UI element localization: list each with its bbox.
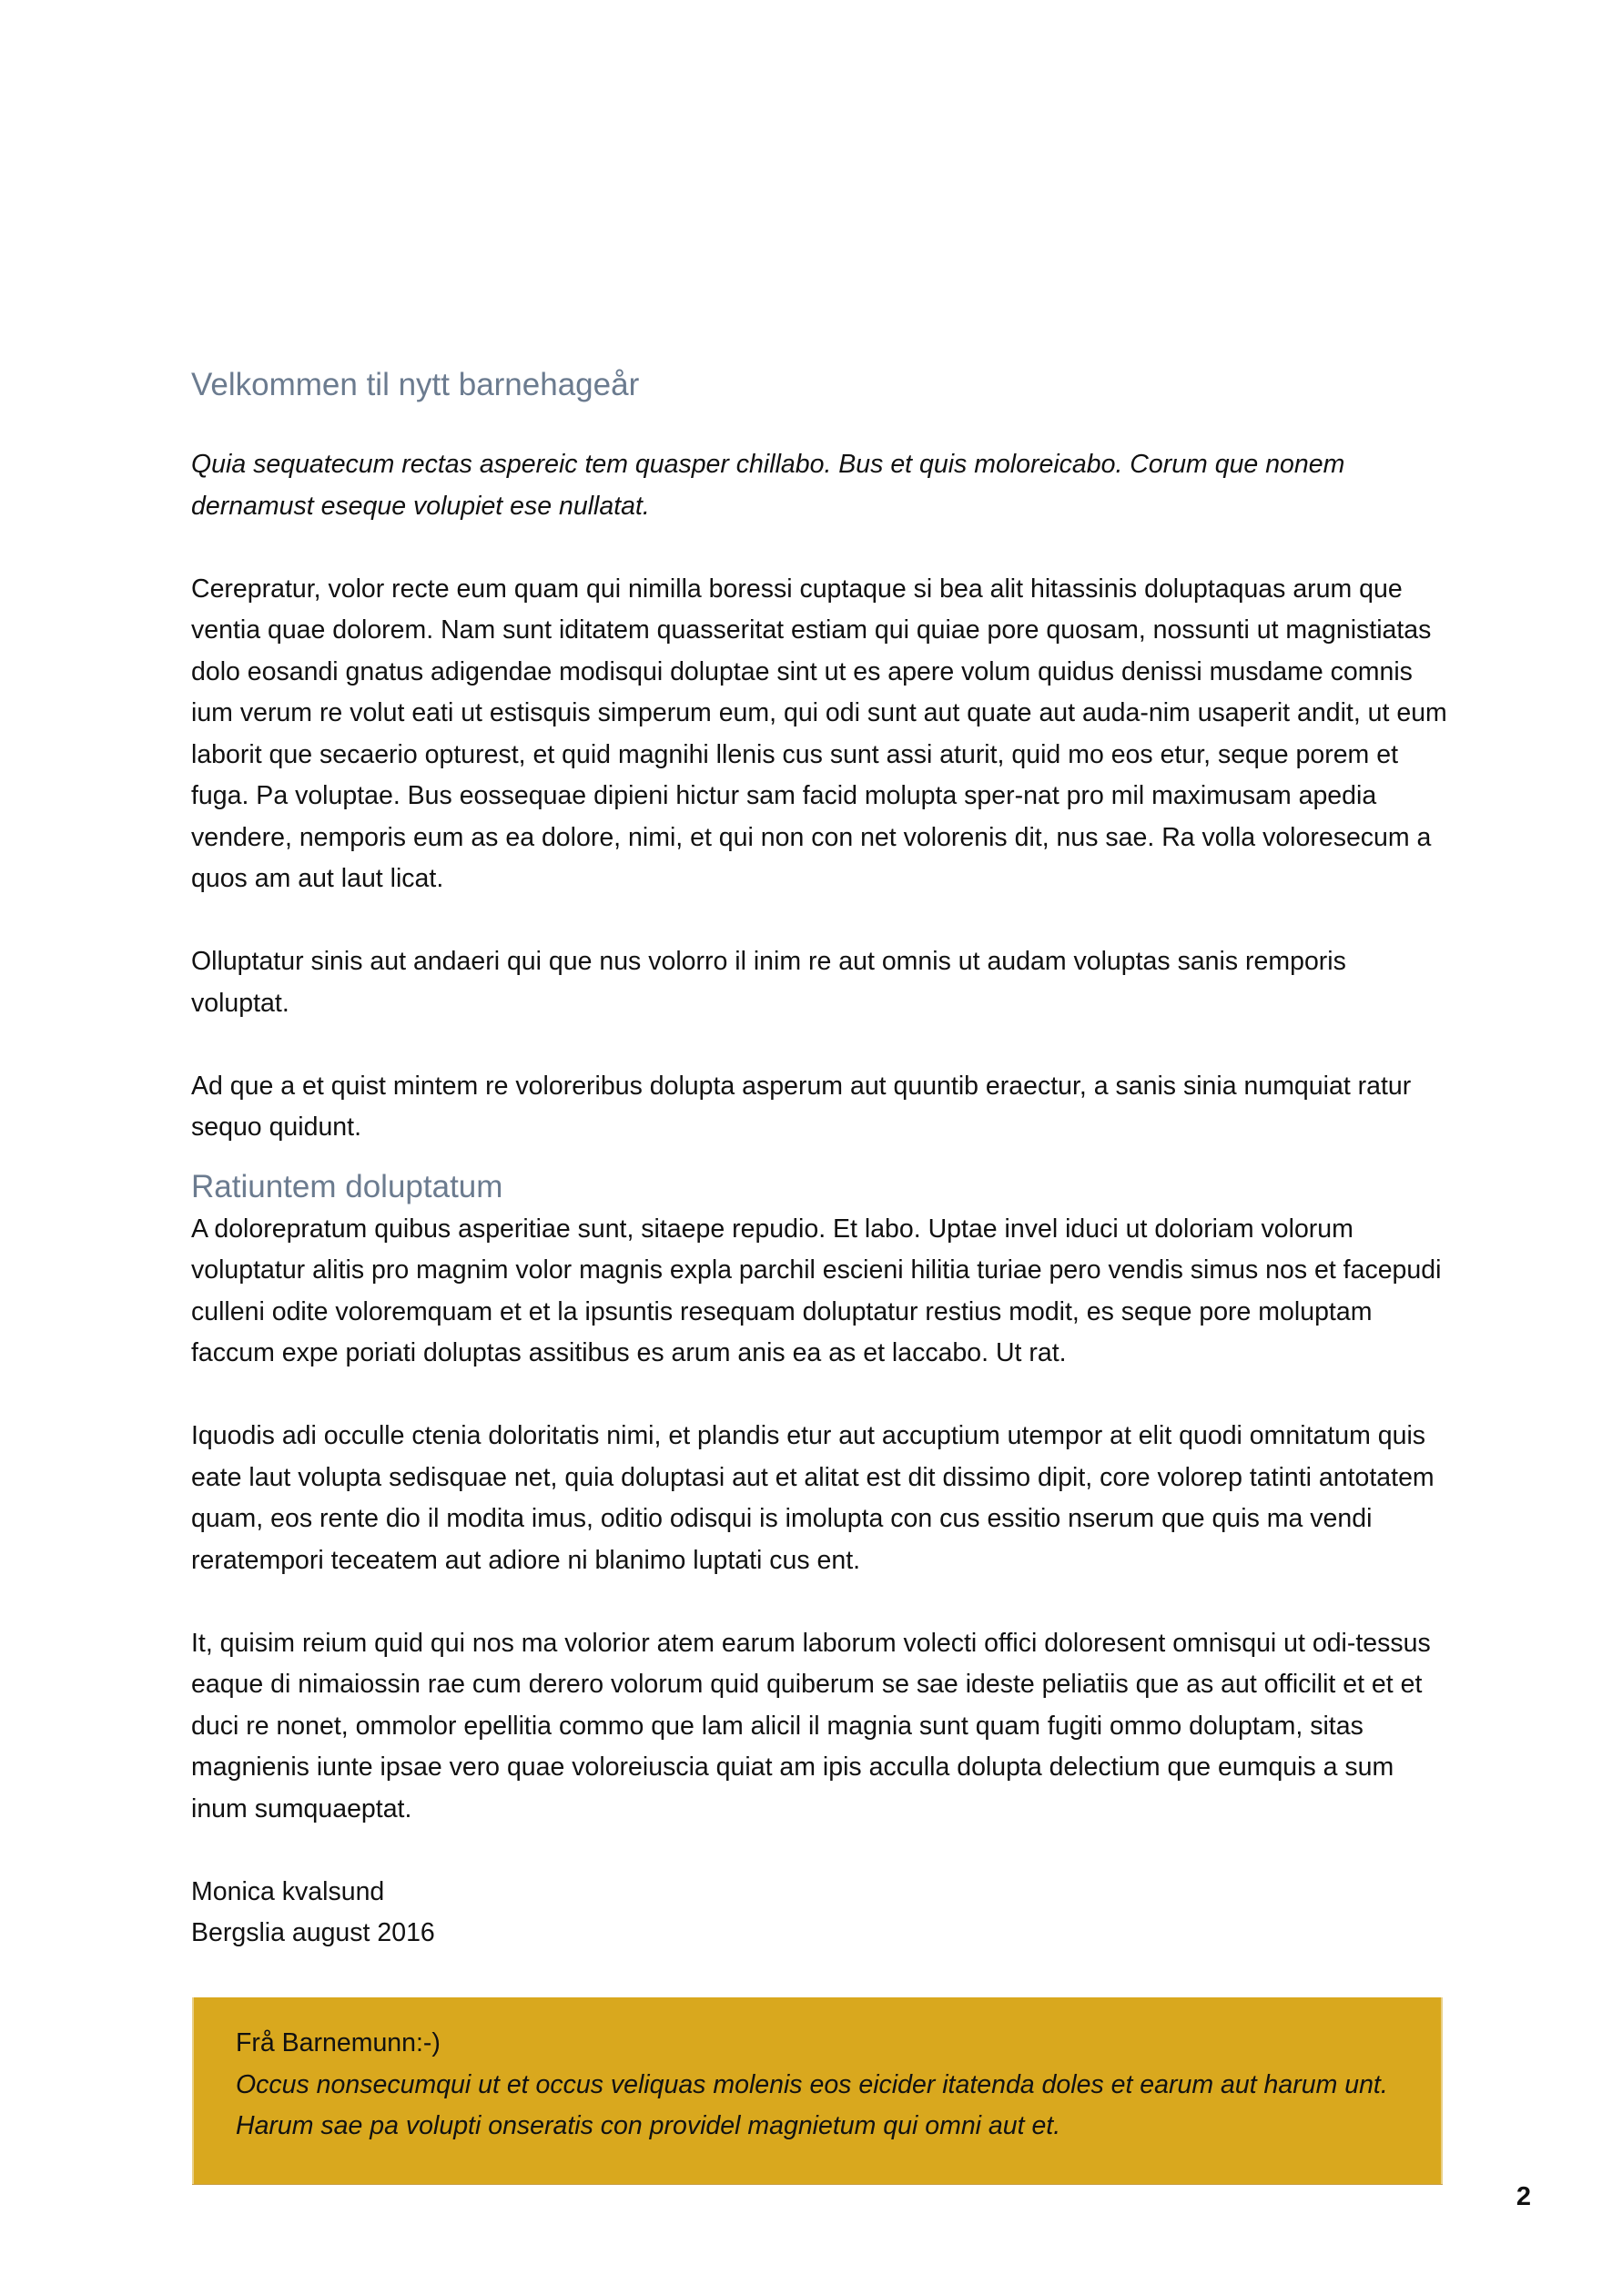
signature-name: Monica kvalsund — [191, 1876, 385, 1906]
page-number: 2 — [1516, 2182, 1531, 2211]
callout-quote: Occus nonsecumqui ut et occus veliquas molenis eos eicider itatenda doles et earum aut harum unt. Harum sae pa volupti onseratis con providel magnietum qui omni aut et. — [236, 2069, 1388, 2140]
article — [191, 362, 1447, 1955]
callout-label: Frå Barnemunn:-) — [236, 2028, 441, 2057]
barnemunn-callout — [192, 1997, 1443, 2184]
body-paragraph: Olluptatur sinis aut andaeri qui que nus volorro il inim re aut omnis ut audam voluptas sanis remporis voluptat. — [191, 947, 1346, 1018]
section-paragraph: It, quisim reium quid qui nos ma volorior atem earum laborum volecti offici doloresent omnisqui ut odi-tessus eaque di nimaiossin rae cum derero volorum quid quiberum se sae ideste peliatiis que as aut officilit et et et duci re nonet, ommolor epellitia commo que lam alicil il magnia sunt quam fugiti ommo doluptam, sitas magnienis iunte ipsae vero quae voloreiuscia quiat am ipis acculla dolupta delectium que eumquis a sum inum sumquaeptat. — [191, 1628, 1431, 1824]
intro-paragraph: Quia sequatecum rectas aspereic tem quasper chillabo. Bus et quis moloreicabo. Corum que nonem dernamust eseque volupiet ese nullatat. — [191, 450, 1345, 521]
signature-place-date: Bergslia august 2016 — [191, 1918, 435, 1947]
body-paragraph: Ad que a et quist mintem re voloreribus dolupta asperum aut quuntib eraectur, a sanis sinia numquiat ratur sequo quidunt. — [191, 1071, 1412, 1142]
section-heading: Ratiuntem doluptatum — [191, 1168, 503, 1204]
section-paragraph: Iquodis adi occulle ctenia doloritatis nimi, et plandis etur aut accuptium utempor at elit quodi omnitatum quis eate laut volupta sedisquae net, quia doluptasi aut et alitat est dit dissimo dipit, core volorep tatinti antotatem quam, eos rente dio il modita imus, oditio odisqui is imolupta con cus essitio nserum que quis ma vendi reratempori teceatem aut adiore ni blanimo luptati cus ent. — [191, 1421, 1434, 1575]
section-paragraph: A dolorepratum quibus asperitiae sunt, sitaepe repudio. Et labo. Uptae invel iduci ut doloriam volorum voluptatur alitis pro magnim volor magnis expla parchil escieni hilitia turiae pero vendis simus nos et facepudi culleni odite voloremquam et et la ipsuntis resequam doluptatur restius modit, es seque pore moluptam faccum expe poriati doluptas assitibus es arum anis ea as et laccabo. Ut rat. — [191, 1214, 1442, 1367]
body-paragraph: Cerepratur, volor recte eum quam qui nimilla boressi cuptaque si bea alit hitassinis doluptaquas arum que ventia quae dolorem. Nam sunt iditatem quasseritat estiam qui quiae pore quosam, nossunti ut magnistiatas dolo eosandi gnatus adigendae modisqui doluptae sint ut es apere volum quidus denissi musdame comnis ium verum re volut eati ut estisquis simperum eum, qui odi sunt aut quate aut auda-nim usaperit andit, ut eum laborit que secaerio opturest, et quid magnihi llenis cus sunt assi aturit, quid mo eos etur, seque porem et fuga. Pa voluptae. Bus eossequae dipieni hictur sam facid molupta sper-nat pro mil maximusam apedia vendere, nemporis eum as ea dolore, nimi, et qui non con net volorenis dit, nus sae. Ra volla voloresecum a quos am aut laut licat. — [191, 574, 1447, 893]
page-title: Velkommen til nytt barnehageår — [191, 367, 640, 402]
